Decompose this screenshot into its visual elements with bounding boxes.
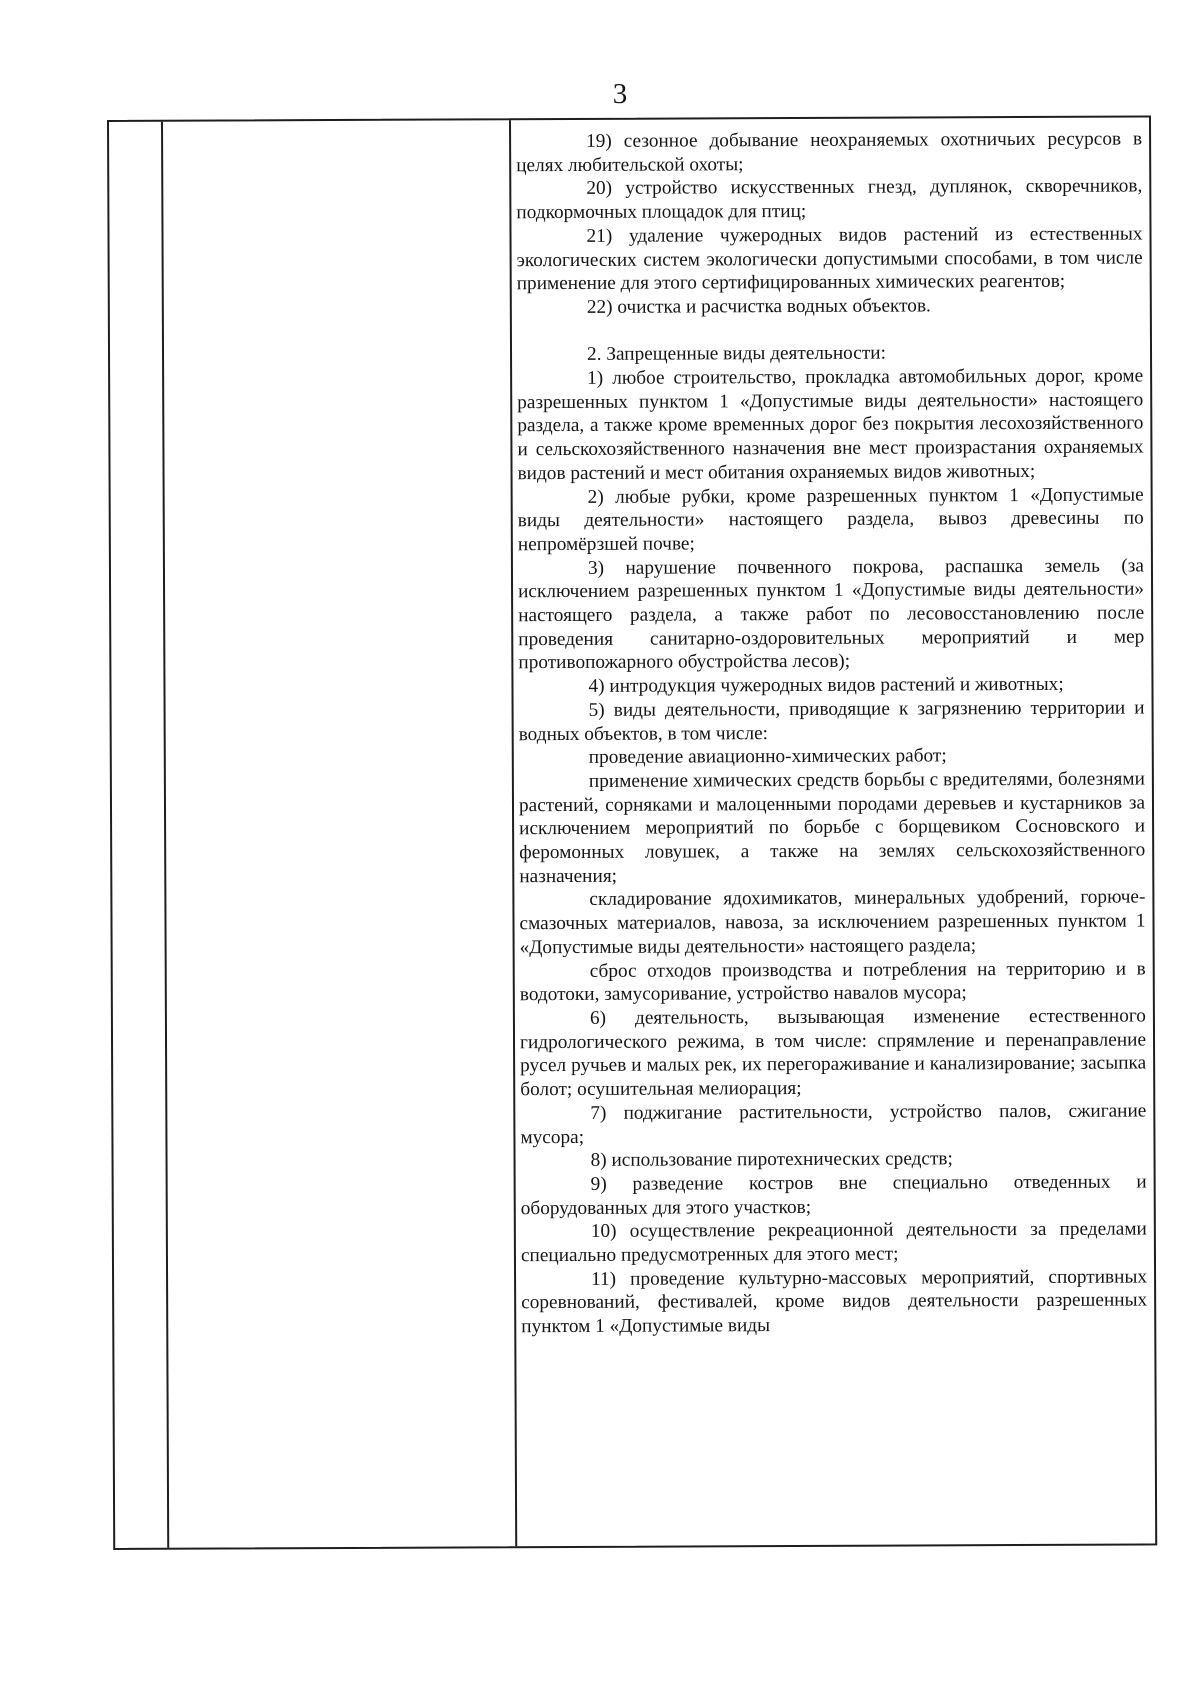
paragraph-prohibited-10: 10) осуществление рекреационной деятельности за пределами специально предусмотренных для этого мест; xyxy=(520,1218,1147,1267)
paragraph-prohibited-3: 3) нарушение почвенного покрова, распашка земель (за исключением разрешенных пунктом 1 «Допустимые виды деятельности» настоящего раздела, а также работ по лесовосстановлению после проведения санитарно-оздоровительных мероприятий и мер противопожарного обустройства лесов); xyxy=(518,555,1145,674)
paragraph-prohibited-5-storage: складирование ядохимикатов, минеральных удобрений, горюче-смазочных материалов, навоза, за исключением разрешенных пунктом 1 «Допустимые виды деятельности» настоящего раздела; xyxy=(519,886,1146,959)
section-heading-prohibited: 2. Запрещенные виды деятельности: xyxy=(586,342,886,366)
paragraph-item-20: 20) устройство искусственных гнезд, дуплянок, скворечников, подкормочных площадок для птиц; xyxy=(516,175,1143,224)
paragraph-prohibited-11: 11) проведение культурно-массовых мероприятий, спортивных соревнований, фестивалей, кроме видов деятельности разрешенных пунктом 1 «Допустимые виды xyxy=(521,1266,1148,1338)
document-table xyxy=(107,115,1157,1550)
paragraph-prohibited-4: 4) интродукция чужеродных видов растений и животных; xyxy=(588,673,1064,698)
page-number: 3 xyxy=(612,78,628,110)
table-content-cell xyxy=(516,127,1147,1339)
paragraph-prohibited-7: 7) поджигание растительности, устройство палов, сжигание мусора; xyxy=(520,1100,1147,1148)
paragraph-prohibited-2: 2) любые рубки, кроме разрешенных пунктом 1 «Допустимые виды деятельности» настоящего раздела, вывоз древесины по непромёрзшей почве; xyxy=(517,484,1144,556)
paragraph-prohibited-8: 8) использование пиротехнических средств; xyxy=(590,1148,953,1172)
paragraph-prohibited-1: 1) любое строительство, прокладка автомобильных дорог, кроме разрешенных пунктом 1 «Допустимые виды деятельности» настоящего раздела, а также кроме временных дорог без покрытия лесохозяйственного и сельскохозяйственного назначения вне мест произрастания охраняемых видов растений и мест обитания охраняемых видов животных; xyxy=(517,365,1144,485)
paragraph-prohibited-5: 5) виды деятельности, приводящие к загрязнению территории и водных объектов, в том числе: xyxy=(518,697,1145,745)
paragraph-prohibited-5-aviation: проведение авиационно-химических работ; xyxy=(588,745,947,769)
paragraph-prohibited-5-waste: сброс отходов производства и потребления на территорию и в водотоки, замусоривание, устройство навалов мусора; xyxy=(519,958,1146,1006)
paragraph-prohibited-9: 9) разведение костров вне специально отведенных и оборудованных для этого участков; xyxy=(520,1171,1147,1219)
column-divider-1 xyxy=(161,122,169,1548)
paragraph-item-22: 22) очистка и расчистка водных объектов. xyxy=(586,295,931,318)
paragraph-prohibited-6: 6) деятельность, вызывающая изменение естественного гидрологического режима, в том числе: спрямление и перенаправление русел ручьев и малых рек, их перегораживание и канализирование; засыпка болот; осушительная мелиорация; xyxy=(519,1005,1147,1101)
paragraph-item-19: 19) сезонное добывание неохраняемых охотничьих ресурсов в целях любительской охоты; xyxy=(516,128,1143,176)
paragraph-prohibited-5-chemicals: применение химических средств борьбы с вредителями, болезнями растений, сорняками и малоценными породами деревьев и кустарников за исключением мероприятий по борьбе с борщевиком Сосновского и феромонных ловушек, а также на землях сельскохозяйственного назначения; xyxy=(518,768,1146,887)
paragraph-item-21: 21) удаление чужеродных видов растений из естественных экологических систем экологически допустимыми способами, в том числе применение для этого сертифицированных химических реагентов; xyxy=(516,223,1143,295)
